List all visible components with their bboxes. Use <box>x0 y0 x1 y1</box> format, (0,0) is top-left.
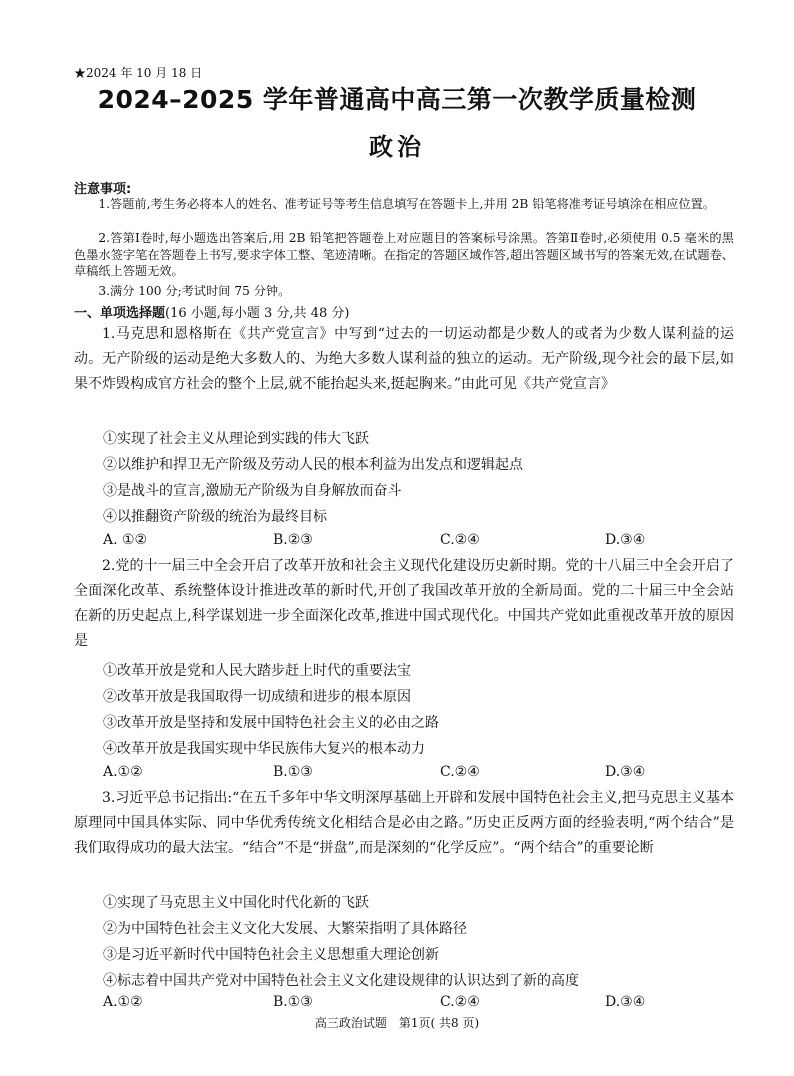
notice-item-3: 3.满分 100 分;考试时间 75 分钟。 <box>98 284 291 298</box>
question-3-answer-c[interactable]: C.②④ <box>440 994 480 1010</box>
question-3-answer-d[interactable]: D.③④ <box>605 994 646 1010</box>
question-3-option-3: ③是习近平新时代中国特色社会主义思想重大理论创新 <box>103 947 439 963</box>
page-footer: 高三政治试题 第1页( 共8 页) <box>314 1016 480 1030</box>
exam-subject: 政治 <box>369 133 425 161</box>
question-1-answer-b[interactable]: B.②③ <box>273 532 313 548</box>
question-3-option-1: ①实现了马克思主义中国化时代化新的飞跃 <box>103 895 369 911</box>
question-1-answer-a[interactable]: A. ①② <box>103 532 148 548</box>
question-2-answer-c[interactable]: C.②④ <box>440 764 480 780</box>
question-2-option-1: ①改革开放是党和人民大踏步赶上时代的重要法宝 <box>103 663 411 679</box>
question-2-option-4: ④改革开放是我国实现中华民族伟大复兴的根本动力 <box>103 741 425 757</box>
question-1-answer-d[interactable]: D.③④ <box>605 532 646 548</box>
question-2-option-3: ③改革开放是坚持和发展中国特色社会主义的必由之路 <box>103 715 439 731</box>
question-2-stem: 2.党的十一届三中全会开启了改革开放和社会主义现代化建设历史新时期。党的十八届三中全会开启了全面深化改革、系统整体设计推进改革的新时代,开创了我国改革开放的全新局面。党的二十届三中全会站在新的历史起点上,科学谋划进一步全面深化改革,推进中国式现代化。中国共产党如此重视改革开放的原因是 <box>74 558 734 649</box>
question-1-option-1: ①实现了社会主义从理论到实践的伟大飞跃 <box>103 431 369 447</box>
question-1-answer-c[interactable]: C.②④ <box>440 532 480 548</box>
exam-date: ★2024 年 10 月 18 日 <box>74 66 203 80</box>
question-3-stem: 3.习近平总书记指出:“在五千多年中华文明深厚基础上开辟和发展中国特色社会主义,把马克思主义基本原理同中国具体实际、同中华优秀传统文化相结合是必由之路。”历史正反两方面的经验表明,“两个结合”是我们取得成功的最大法宝。“结合”不是“拼盘”,而是深刻的“化学反应”。“两个结合”的重要论断 <box>74 790 734 856</box>
question-3-option-2: ②为中国特色社会主义文化大发展、大繁荣指明了具体路径 <box>103 921 467 937</box>
question-2-option-2: ②改革开放是我国取得一切成绩和进步的根本原因 <box>103 689 411 705</box>
question-1-stem: 1.马克思和恩格斯在《共产党宣言》中写到“过去的一切运动都是少数人的或者为少数人谋利益的运动。无产阶级的运动是绝大多数人的、为绝大多数人谋利益的独立的运动。无产阶级,现今社会的最下层,如果不炸毁构成官方社会的整个上层,就不能抬起头来,挺起胸来。”由此可见《共产党宣言》 <box>74 326 734 392</box>
question-1-option-4: ④以推翻资产阶级的统治为最终目标 <box>103 509 327 525</box>
question-1-option-2: ②以维护和捍卫无产阶级及劳动人民的根本利益为出发点和逻辑起点 <box>103 457 523 473</box>
question-2-answer-d[interactable]: D.③④ <box>605 764 646 780</box>
question-3-option-4: ④标志着中国共产党对中国特色社会主义文化建设规律的认识达到了新的高度 <box>103 973 579 989</box>
notice-item-2: 2.答第Ⅰ卷时,每小题选出答案后,用 2B 铅笔把答题卷上对应题目的答案标号涂黑。答第Ⅱ卷时,必须使用 0.5 毫米的黑色墨水签字笔在答题卷上书写,要求字体工整、笔迹清晰。在指定的答题区域作答,超出答题区域书写的答案无效,在试题卷、草稿纸上答题无效。 <box>74 231 734 278</box>
notice-heading: 注意事项: <box>74 182 132 197</box>
question-3-answer-b[interactable]: B.①③ <box>273 994 313 1010</box>
section-title: 一、单项选择题 <box>74 306 166 321</box>
exam-title: 2024–2025 学年普通高中高三第一次教学质量检测 <box>97 85 697 114</box>
question-3-answer-a[interactable]: A.①② <box>103 994 143 1010</box>
notice-item-1: 1.答题前,考生务必将本人的姓名、准考证号等考生信息填写在答题卡上,并用 2B 铅笔将准考证号填涂在相应位置。 <box>98 197 716 211</box>
question-2-answer-a[interactable]: A.①② <box>103 764 143 780</box>
section-heading <box>74 302 349 321</box>
question-2-answer-b[interactable]: B.①③ <box>273 764 313 780</box>
section-note: (16 小题,每小题 3 分,共 48 分) <box>165 306 350 321</box>
question-1-option-3: ③是战斗的宣言,激励无产阶级为自身解放而奋斗 <box>103 483 402 499</box>
